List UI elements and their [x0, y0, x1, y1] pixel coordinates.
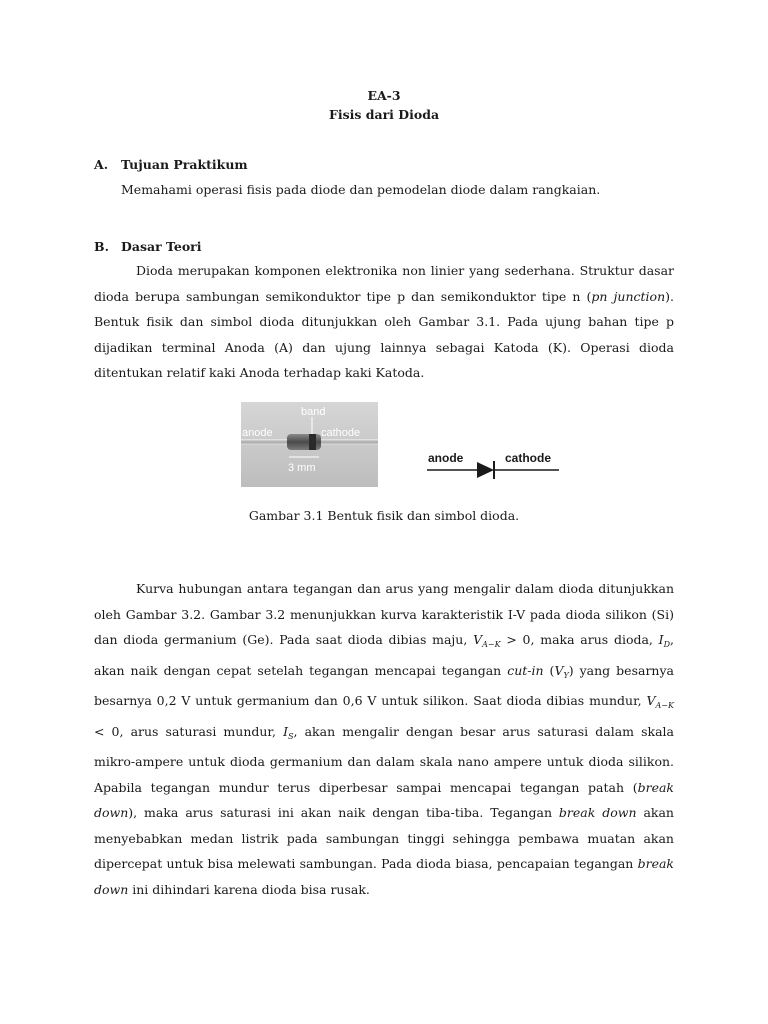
photo-label-cathode: cathode: [321, 427, 361, 439]
section-b-number: B.: [94, 239, 109, 254]
para2-text-1: Kurva hubungan antara tegangan dan arus yang mengalir dalam dioda ditunjukkan oleh Gambar 3.2. Gambar 3.2 menunjukkan kurva karakteristik I-V pada dioda silikon (Si) dan dioda germanium (Ge). Pada saat dioda dibias maju,: [94, 581, 674, 647]
para2-text-9: akan menyebabkan medan listrik pada sambungan tinggi sehingga pembawa muatan akan dipercepat untuk bisa melewati sambungan. Pada dioda biasa, pencapaian tegangan: [94, 805, 674, 871]
symbol-i: I: [658, 632, 664, 647]
subscript-s: S: [288, 731, 294, 741]
subscript-a-k: A−K: [482, 640, 501, 649]
para1-text-1: Dioda merupakan komponen elektronika non linier yang sederhana. Struktur dasar dioda berupa sambungan semikonduktor tipe p dan semikonduktor tipe n (: [94, 263, 674, 304]
section-a-title: Tujuan Praktikum: [121, 157, 248, 172]
paragraph-kurva: [94, 576, 674, 902]
para2-text-7: , akan mengalir dengan besar arus saturasi dalam skala mikro-ampere untuk dioda germanium dan dalam skala nano ampere untuk dioda silikon. Apabila tegangan mundur terus diperbesar sampai mencapai tegangan patah (: [94, 723, 674, 795]
subscript-d: D: [663, 640, 671, 649]
italic-break-down-2: break down: [558, 805, 637, 820]
symbol-label-anode: anode: [428, 451, 464, 465]
symbol-v-gamma: V: [554, 662, 564, 678]
para2-text-2: > 0, maka arus dioda,: [500, 632, 659, 647]
para2-text-6: < 0, arus saturasi mundur,: [94, 723, 284, 739]
symbol-v: V: [473, 632, 483, 647]
figure-caption: Gambar 3.1 Bentuk fisik dan simbol dioda.: [248, 508, 520, 523]
italic-break-down-1: break down: [94, 779, 674, 820]
para2-text-8: ), maka arus saturasi ini akan naik dengan tiba-tiba. Tegangan: [128, 805, 559, 820]
photo-label-size: 3 mm: [288, 462, 316, 474]
document-code: EA-3: [367, 88, 401, 103]
document-title: Fisis dari Dioda: [328, 107, 440, 122]
para1-italic-pn-junction: pn junction: [591, 288, 666, 304]
subscript-gamma: Y: [563, 670, 569, 680]
para2-text-10: ini dihindari karena dioda bisa rusak.: [128, 881, 370, 897]
symbol-i-s: I: [283, 723, 289, 739]
section-a-number: A.: [94, 157, 109, 172]
italic-cut-in: cut-in: [507, 662, 544, 678]
section-b-title: Dasar Teori: [121, 239, 202, 254]
symbol-label-cathode: cathode: [505, 451, 552, 465]
paragraph-dasar-teori: [94, 258, 674, 386]
subscript-a-k-2: A−K: [655, 701, 674, 710]
section-b-heading: [94, 239, 202, 254]
section-a-heading: [94, 157, 248, 172]
para2-text-5: ) yang besarnya besarnya 0,2 V untuk germanium dan 0,6 V untuk silikon. Saat dioda dibias mundur,: [94, 662, 674, 708]
section-a-body: Memahami operasi fisis pada diode dan pemodelan diode dalam rangkaian.: [121, 182, 601, 197]
para1-text-2: ). Bentuk fisik dan simbol dioda ditunjukkan oleh Gambar 3.1. Pada ujung bahan tipe p dijadikan terminal Anoda (A) dan ujung lainnya sebagai Katoda (K). Operasi dioda ditentukan relatif kaki Anoda terhadap kaki Katoda.: [94, 288, 674, 380]
diode-photo: [241, 402, 378, 487]
symbol-v-2: V: [646, 693, 656, 708]
para2-text-4: (: [543, 662, 555, 678]
photo-label-anode: anode: [242, 427, 273, 439]
para2-text-3: , akan naik dengan cepat setelah tegangan mencapai tegangan: [94, 632, 675, 678]
diode-symbol: [427, 449, 567, 483]
italic-break-down-3: break down: [94, 856, 674, 897]
photo-label-band: band: [301, 406, 326, 418]
